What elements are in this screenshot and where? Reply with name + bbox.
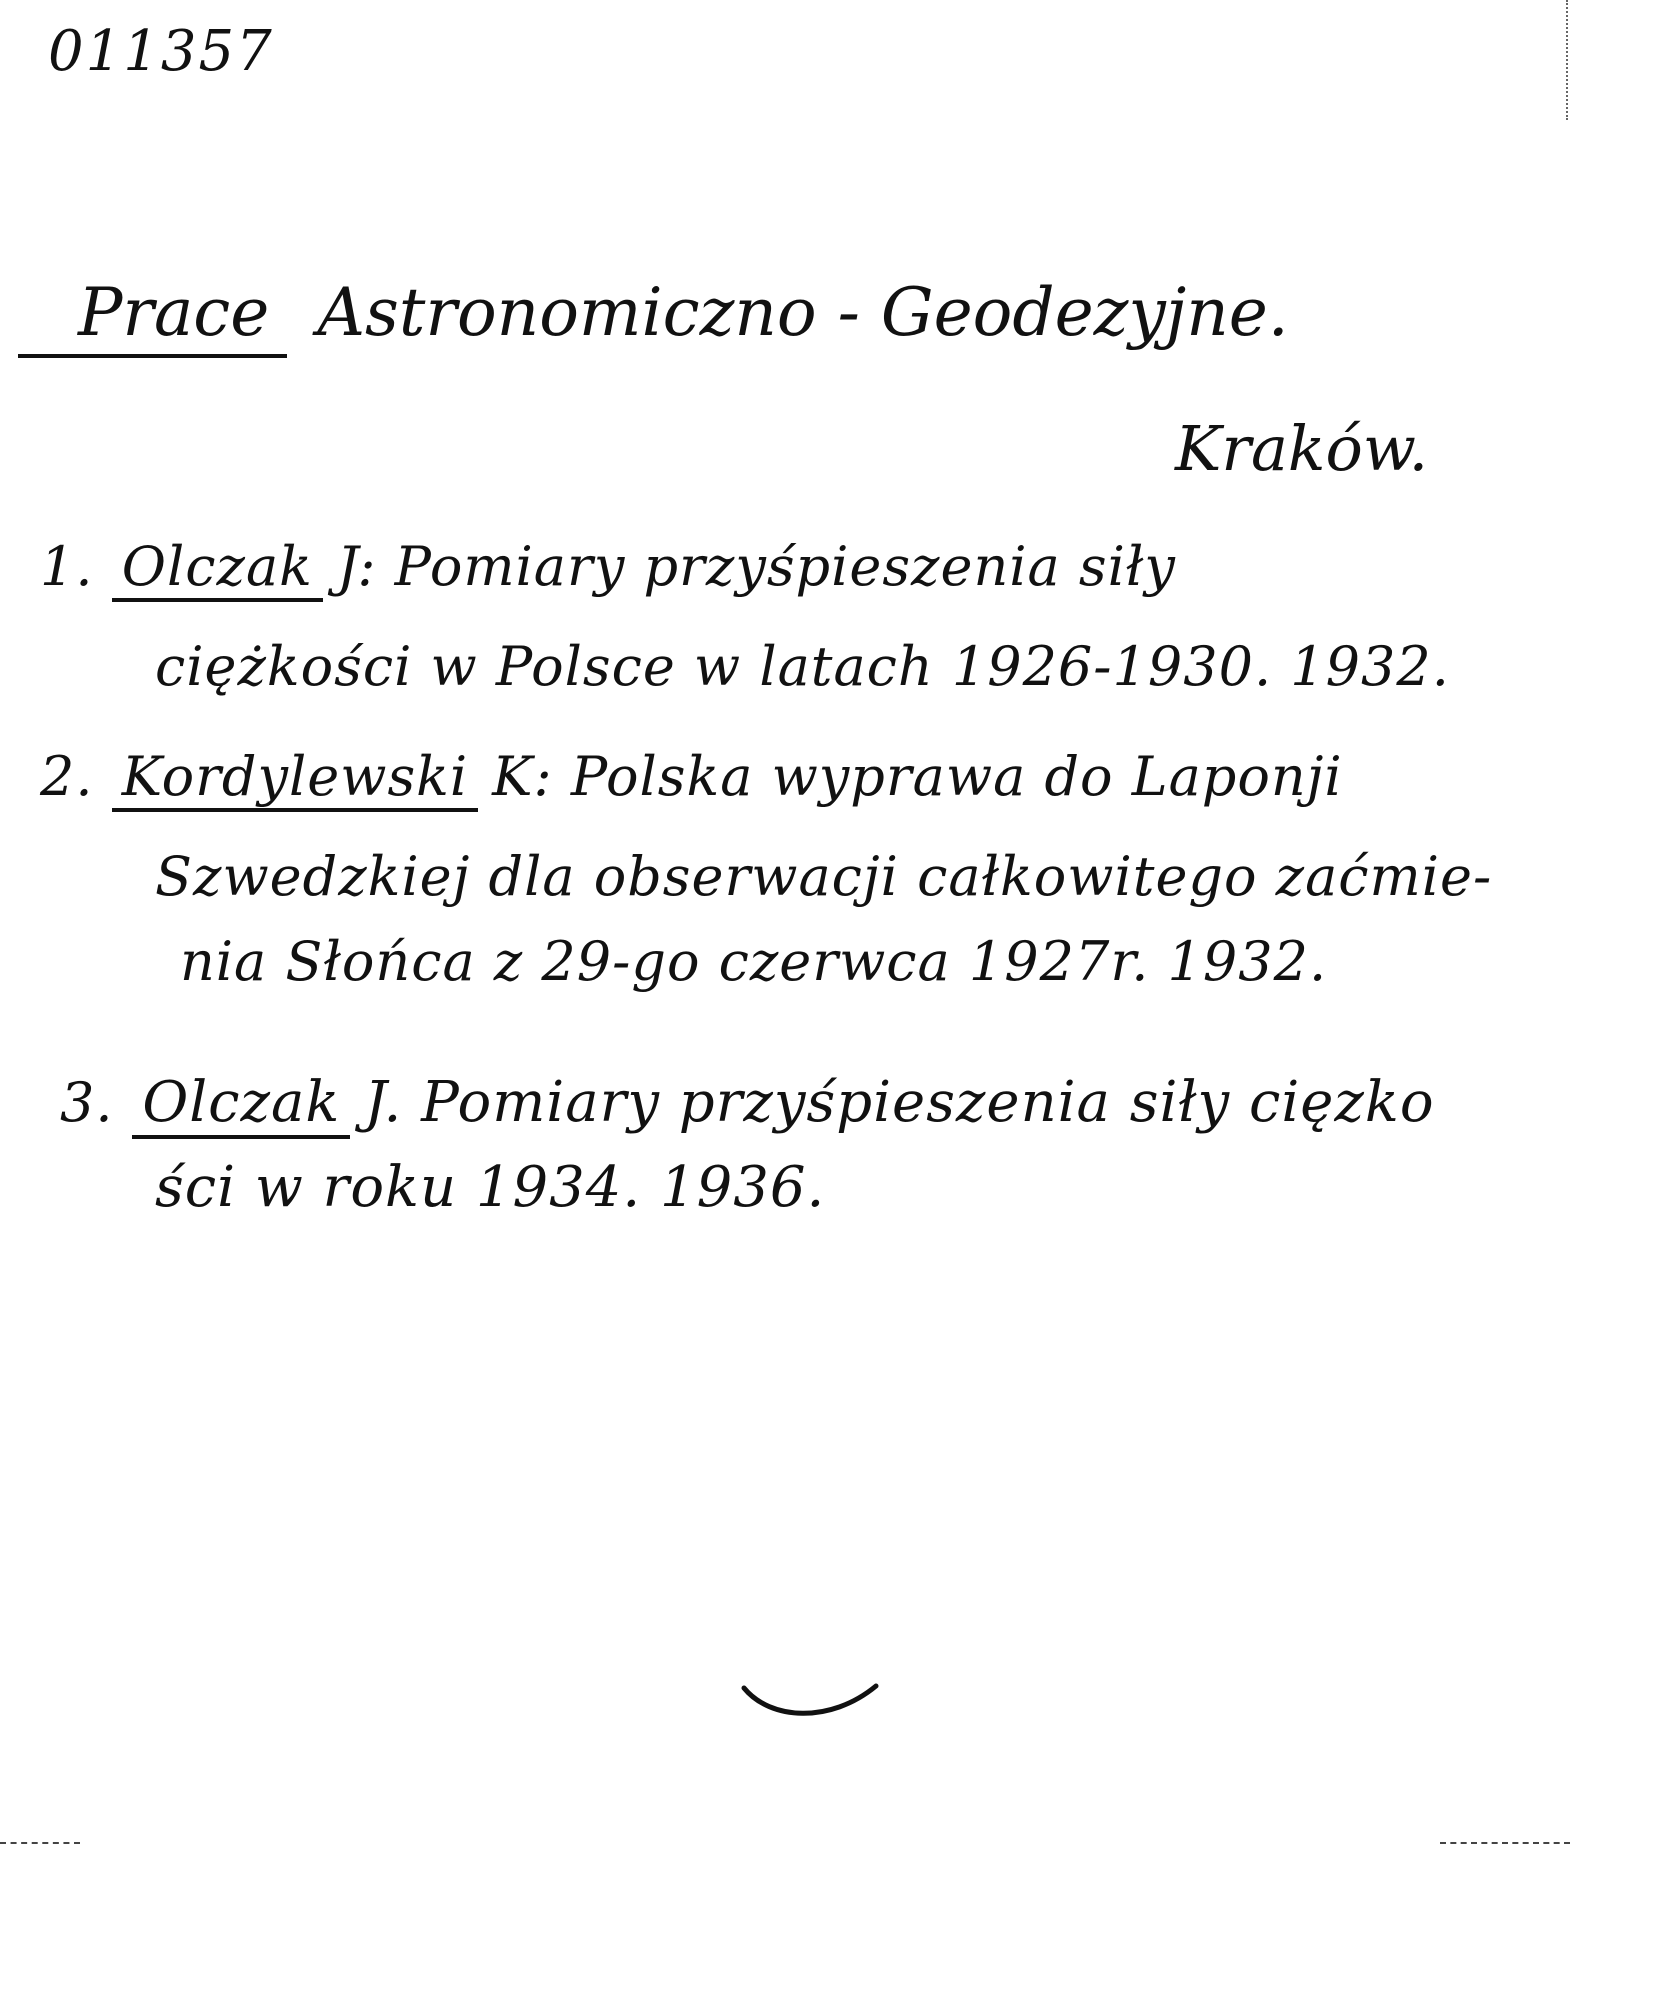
entry-2-number: 2. xyxy=(40,745,94,808)
left-edge-mark xyxy=(0,1842,80,1844)
title-rest: Astronomiczno - Geodezyjne. xyxy=(317,274,1289,351)
publication-place: Kraków. xyxy=(1175,412,1429,485)
entry-2-author: Kordylewski xyxy=(112,750,478,812)
entry-3-line-2: ści w roku 1934. 1936. xyxy=(155,1155,826,1220)
entry-1-title-start: J: Pomiary przyśpieszenia siły xyxy=(336,535,1176,598)
right-edge-mark xyxy=(1440,1842,1570,1844)
card-title xyxy=(18,274,1289,358)
entry-1-line-2: ciężkości w Polsce w latach 1926-1930. 1932. xyxy=(155,635,1450,698)
entry-3-number: 3. xyxy=(60,1071,114,1134)
right-edge-dots xyxy=(1566,0,1574,120)
entry-1-line-1 xyxy=(40,535,1176,602)
entry-2-line-3: nia Słońca z 29-go czerwca 1927r. 1932. xyxy=(180,930,1328,993)
entry-3-author: Olczak xyxy=(132,1075,350,1139)
entry-2-title-start: K: Polska wyprawa do Laponji xyxy=(492,745,1343,808)
entry-3-line-1 xyxy=(60,1070,1435,1139)
entry-3-title-start: J. Pomiary przyśpieszenia siły cięzko xyxy=(364,1070,1435,1135)
catalog-number: 011357 xyxy=(48,19,274,84)
entry-2-line-2: Szwedzkiej dla obserwacji całkowitego zaćmie- xyxy=(155,845,1493,908)
entry-1-author: Olczak xyxy=(112,540,323,602)
entry-1-number: 1. xyxy=(40,535,94,598)
entry-2-line-1 xyxy=(40,745,1343,812)
title-head: Prace xyxy=(18,280,287,358)
closing-flourish-icon xyxy=(740,1680,880,1730)
